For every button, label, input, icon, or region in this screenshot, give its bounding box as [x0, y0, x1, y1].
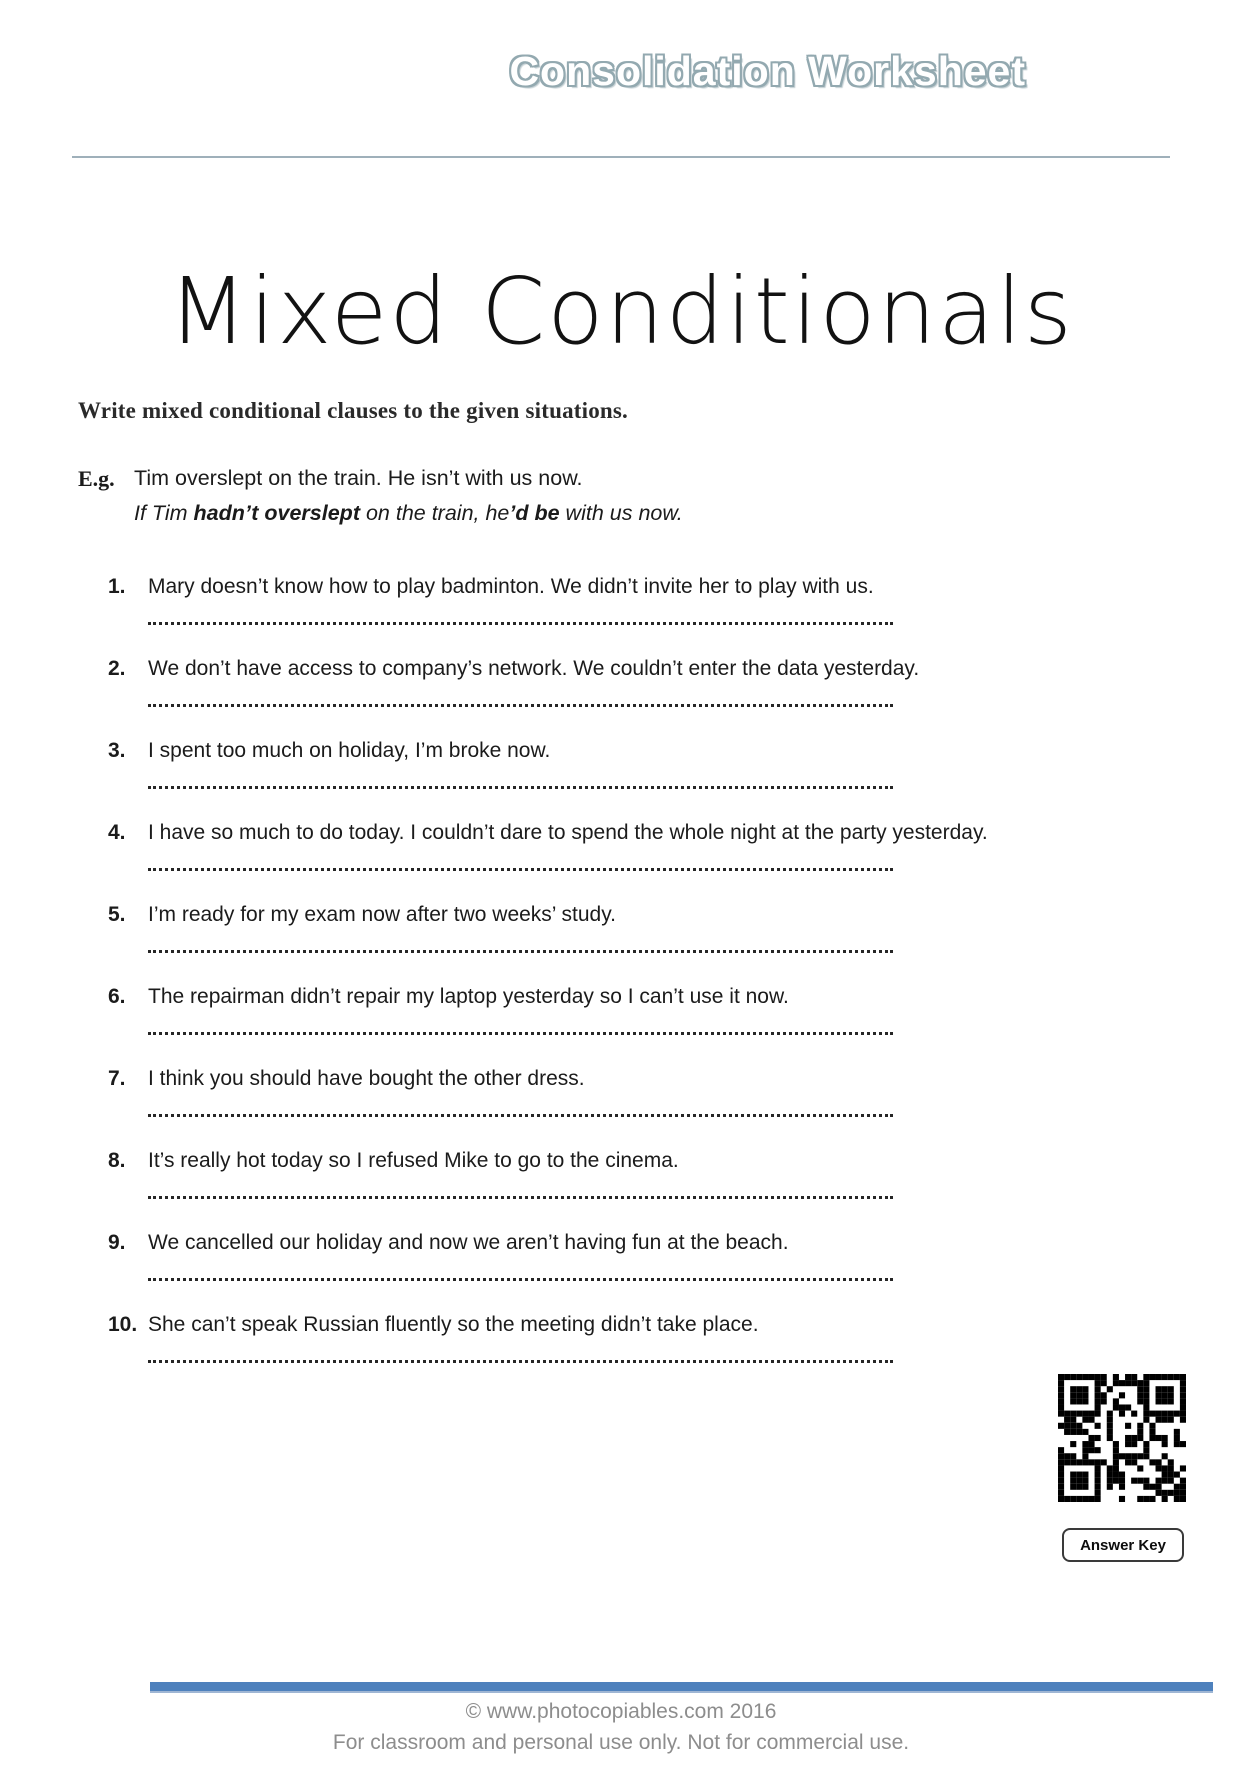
item-sentence: We don’t have access to company’s network. We couldn’t enter the data yesterday. — [148, 657, 920, 680]
example-label: E.g. — [78, 466, 115, 491]
exercise-list — [78, 572, 998, 1363]
worksheet-type-badge: Consolidation Worksheet — [509, 48, 1026, 94]
exercise-item — [108, 982, 998, 1035]
answer-blank-line — [148, 786, 893, 789]
exercise-item — [108, 736, 998, 789]
answer-blank-line — [148, 622, 893, 625]
item-sentence: I spent too much on holiday, I’m broke now. — [148, 739, 551, 762]
item-sentence: I’m ready for my exam now after two weeks’ study. — [148, 903, 616, 926]
item-number: 3. — [108, 739, 126, 762]
exercise-item — [108, 654, 998, 707]
item-number: 7. — [108, 1067, 126, 1090]
exercise-item — [108, 1310, 998, 1363]
exercise-item — [108, 1064, 998, 1117]
example-situation: Tim overslept on the train. He isn’t with us now. — [134, 466, 583, 490]
answer-blank-line — [148, 1114, 893, 1117]
item-number: 9. — [108, 1231, 126, 1254]
answer-blank-line — [148, 1032, 893, 1035]
example-block — [78, 466, 998, 526]
exercise-item — [108, 572, 998, 625]
item-sentence: I have so much to do today. I couldn’t dare to spend the whole night at the party yesterday. — [148, 821, 988, 844]
example-answer-segment: If Tim — [134, 501, 194, 525]
example-answer-segment: ’d be — [509, 501, 560, 525]
item-number: 10. — [108, 1313, 138, 1336]
task-instruction: Write mixed conditional clauses to the given situations. — [78, 398, 629, 423]
item-number: 1. — [108, 575, 126, 598]
footer-copyright: © www.photocopiables.com 2016 — [465, 1700, 777, 1723]
item-sentence: It’s really hot today so I refused Mike to go to the cinema. — [148, 1149, 679, 1172]
example-answer — [134, 501, 998, 526]
item-sentence: I think you should have bought the other dress. — [148, 1067, 585, 1090]
header-divider — [72, 156, 1170, 158]
item-sentence: She can’t speak Russian fluently so the meeting didn’t take place. — [148, 1313, 759, 1336]
answer-key-button[interactable]: Answer Key — [1062, 1528, 1184, 1562]
exercise-item — [108, 1228, 998, 1281]
answer-blank-line — [148, 868, 893, 871]
example-answer-segment: with us now. — [559, 501, 683, 525]
item-number: 8. — [108, 1149, 126, 1172]
exercise-item — [108, 900, 998, 953]
item-number: 4. — [108, 821, 126, 844]
exercise-item — [108, 1146, 998, 1199]
qr-code — [1058, 1374, 1186, 1502]
footer-bar — [150, 1682, 1213, 1693]
item-sentence: The repairman didn’t repair my laptop yesterday so I can’t use it now. — [148, 985, 789, 1008]
example-answer-segment: on the train, he — [359, 501, 510, 525]
item-sentence: We cancelled our holiday and now we aren’t having fun at the beach. — [148, 1231, 789, 1254]
exercise-item — [108, 818, 998, 871]
page-title: Mixed Conditionals — [168, 257, 1074, 365]
footer-license: For classroom and personal use only. Not for commercial use. — [332, 1731, 910, 1754]
item-number: 6. — [108, 985, 126, 1008]
answer-blank-line — [148, 1278, 893, 1281]
answer-blank-line — [148, 1196, 893, 1199]
item-number: 5. — [108, 903, 126, 926]
item-number: 2. — [108, 657, 126, 680]
answer-blank-line — [148, 704, 893, 707]
worksheet-body — [78, 398, 998, 1392]
item-sentence: Mary doesn’t know how to play badminton. We didn’t invite her to play with us. — [148, 575, 874, 598]
answer-blank-line — [148, 950, 893, 953]
answer-blank-line — [148, 1360, 893, 1363]
example-answer-segment: hadn’t overslept — [193, 501, 360, 525]
